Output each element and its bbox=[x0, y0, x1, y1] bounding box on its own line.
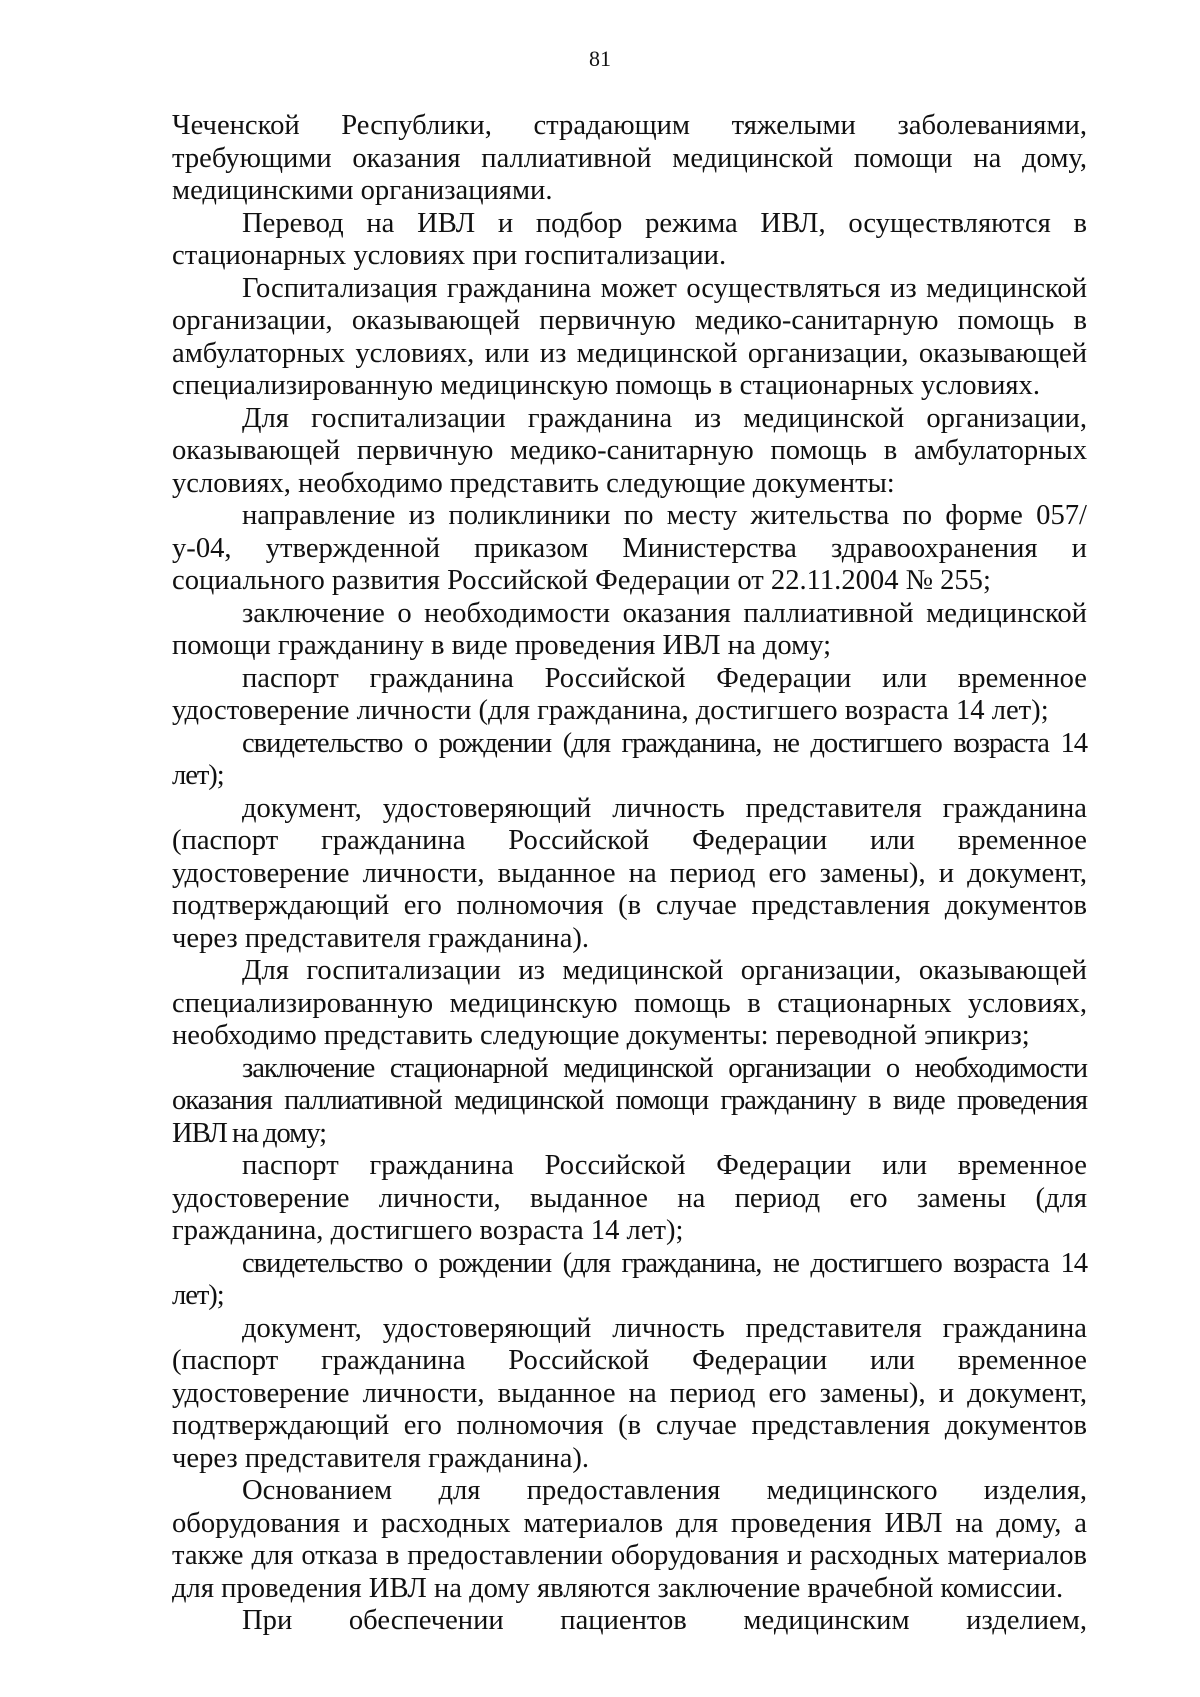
paragraph-9: документ, удостоверяющий личность представителя гражданина (паспорт гражданина Российской Федерации или временное удостоверение личности, выданное на период его замены), и документ, подтверждающий его полномочия (в случае представления документов через представителя гражданина). bbox=[172, 792, 1087, 954]
paragraph-7: паспорт гражданина Российской Федерации или временное удостоверение личности (для гражданина, достигшего возраста 14 лет); bbox=[172, 662, 1087, 726]
paragraph-2: Перевод на ИВЛ и подбор режима ИВЛ, осуществляются в стационарных условиях при госпитализации. bbox=[172, 207, 1087, 271]
paragraph-6: заключение о необходимости оказания паллиативной медицинской помощи гражданину в виде проведения ИВЛ на дому; bbox=[172, 597, 1087, 661]
paragraph-11: заключение стационарной медицинской организации о необходимости оказания паллиативной медицинской помощи гражданину в виде проведения ИВЛ на дому; bbox=[172, 1052, 1087, 1149]
paragraph-3: Госпитализация гражданина может осуществляться из медицинской организации, оказывающей первичную медико-санитарную помощь в амбулаторных условиях, или из медицинской организации, оказывающей специализированную медицинскую помощь в стационарных условиях. bbox=[172, 272, 1087, 401]
paragraph-5: направление из поликлиники по месту жительства по форме 057/у-04, утвержденной приказом Министерства здравоохранения и социального развития Российской Федерации от 22.11.2004 № 255; bbox=[172, 500, 1087, 596]
paragraph-10: Для госпитализации из медицинской организации, оказывающей специализированную медицинскую помощь в стационарных условиях, необходимо представить следующие документы: переводной эпикриз; bbox=[172, 955, 1087, 1051]
paragraph-4: Для госпитализации гражданина из медицинской организации, оказывающей первичную медико-санитарную помощь в амбулаторных условиях, необходимо представить следующие документы: bbox=[172, 402, 1087, 499]
paragraph-14: документ, удостоверяющий личность представителя гражданина (паспорт гражданина Российской Федерации или временное удостоверение личности, выданное на период его замены), и документ, подтверждающий его полномочия (в случае представления документов через представителя гражданина). bbox=[172, 1312, 1087, 1474]
paragraph-1: Чеченской Республики, страдающим тяжелыми заболеваниями, требующими оказания паллиативной медицинской помощи на дому, медицинскими организациями. bbox=[172, 110, 1087, 206]
paragraph-15: Основанием для предоставления медицинского изделия, оборудования и расходных материалов для проведения ИВЛ на дому, а также для отказа в предоставлении оборудования и расходных материалов для проведения ИВЛ на дому являются заключение врачебной комиссии. bbox=[172, 1475, 1087, 1604]
document-body bbox=[172, 110, 1087, 1638]
page-number: 81 bbox=[589, 46, 611, 71]
paragraph-8: свидетельство о рождении (для гражданина, не достигшего возраста 14 лет); bbox=[172, 727, 1087, 791]
paragraph-16: При обеспечении пациентов медицинским изделием, bbox=[242, 1605, 1087, 1636]
paragraph-12: паспорт гражданина Российской Федерации или временное удостоверение личности, выданное на период его замены (для гражданина, достигшего возраста 14 лет); bbox=[172, 1150, 1087, 1246]
paragraph-13: свидетельство о рождении (для гражданина, не достигшего возраста 14 лет); bbox=[172, 1247, 1087, 1311]
